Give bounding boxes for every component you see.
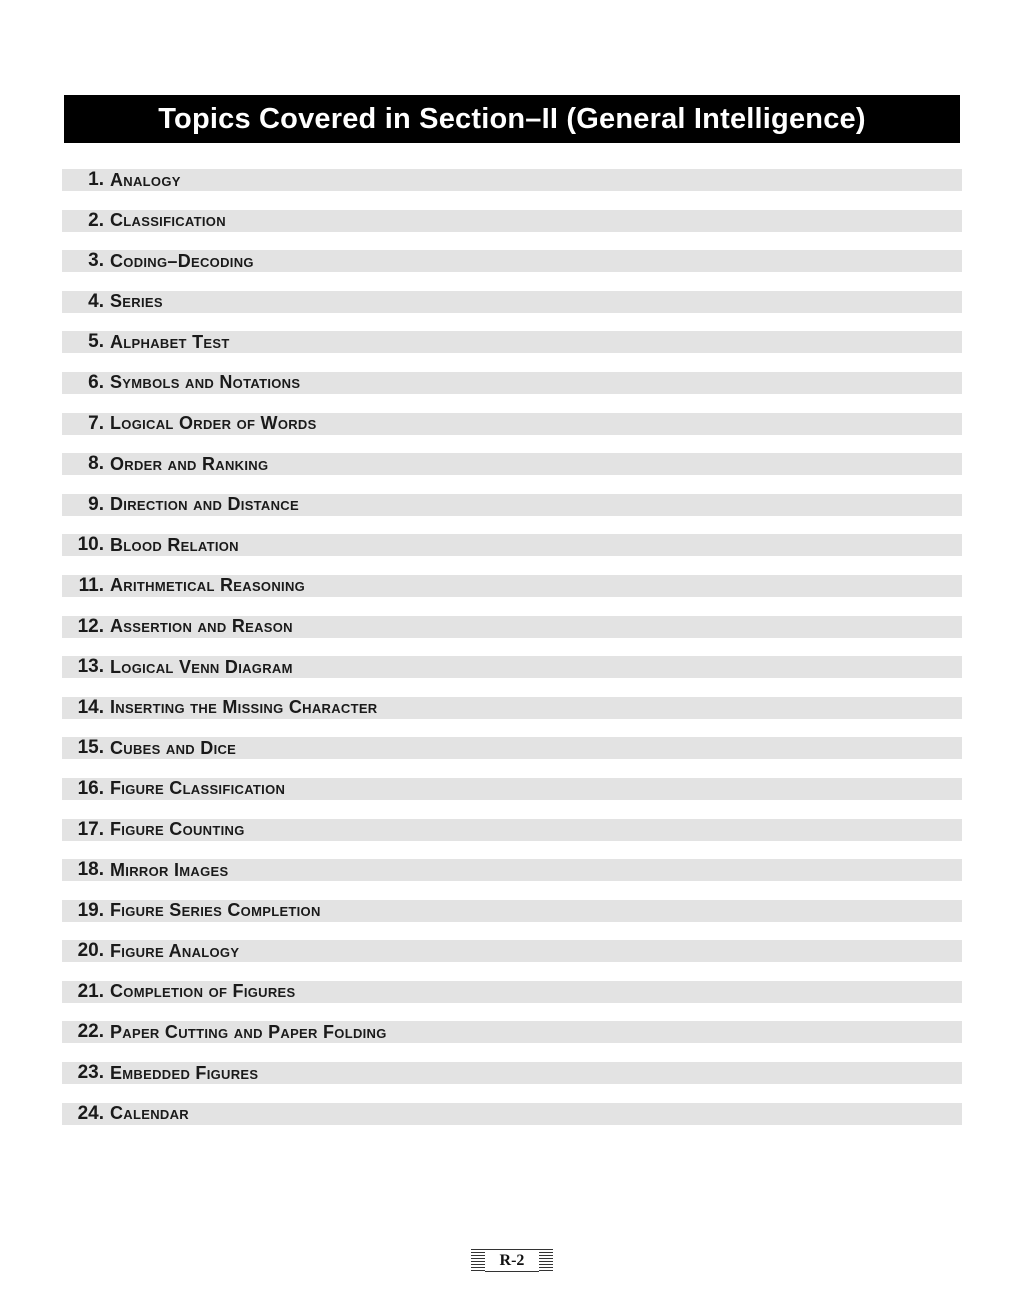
topic-label: Series (110, 291, 163, 312)
topic-number: 15. (77, 737, 104, 759)
topic-list (62, 169, 962, 1143)
left-stripe-ornament (471, 1249, 485, 1272)
topic-row (62, 656, 962, 678)
topic-number: 9. (88, 493, 104, 515)
topic-row (62, 494, 962, 516)
topic-row (62, 778, 962, 800)
topic-number: 7. (88, 412, 104, 434)
topic-number: 22. (77, 1021, 104, 1043)
topic-row (62, 534, 962, 556)
topic-label: Logical Order of Words (110, 413, 317, 434)
topic-label: Direction and Distance (110, 494, 299, 515)
topic-row (62, 291, 962, 313)
topic-label: Figure Counting (110, 819, 245, 839)
page-number-box (471, 1249, 553, 1272)
topic-number: 12. (77, 615, 104, 637)
topic-label: Cubes and Dice (110, 737, 237, 758)
topic-row (62, 616, 962, 638)
topic-row (62, 981, 962, 1003)
topic-number: 6. (88, 371, 104, 393)
topic-row (62, 331, 962, 353)
topic-number: 16. (77, 777, 104, 799)
topic-label: Classification (110, 210, 226, 231)
section-title-bar (64, 95, 960, 143)
topic-label: Figure Classification (110, 778, 286, 799)
page-number: R-2 (499, 1251, 525, 1269)
topic-number: 5. (88, 331, 104, 353)
topic-row (62, 819, 962, 841)
topic-label: Assertion and Reason (110, 616, 293, 637)
topic-number: 19. (77, 899, 104, 921)
topic-label: Figure Analogy (110, 940, 240, 961)
section-title: Topics Covered in Section–II (General Intelligence) (158, 102, 866, 135)
topic-label: Order and Ranking (110, 453, 269, 474)
topic-number: 21. (77, 980, 104, 1002)
topic-label: Mirror Images (110, 859, 229, 880)
topic-row (62, 372, 962, 394)
topic-row (62, 1021, 962, 1043)
topic-label: Inserting the Missing Character (110, 697, 378, 718)
topic-label: Alphabet Test (110, 331, 230, 352)
topic-row (62, 250, 962, 272)
topic-row (62, 413, 962, 435)
right-stripe-ornament (539, 1249, 553, 1272)
topic-label: Coding–Decoding (110, 250, 254, 271)
topic-row (62, 575, 962, 597)
topic-label: Symbols and Notations (110, 372, 301, 393)
topic-number: 23. (77, 1062, 104, 1084)
topic-number: 20. (77, 940, 104, 962)
topic-label: Calendar (110, 1103, 189, 1124)
topic-number: 10. (77, 534, 104, 556)
page-number-frame (485, 1249, 539, 1272)
topic-row (62, 737, 962, 759)
topic-row (62, 859, 962, 881)
topic-label: Completion of Figures (110, 981, 296, 1002)
topic-label: Arithmetical Reasoning (110, 575, 306, 596)
topic-row (62, 1062, 962, 1084)
topic-label: Analogy (110, 169, 181, 190)
topic-row (62, 940, 962, 962)
topic-number: 13. (77, 656, 104, 678)
topic-label: Embedded Figures (110, 1062, 259, 1083)
topic-row (62, 453, 962, 475)
topic-label: Blood Relation (110, 534, 239, 555)
topic-number: 8. (88, 453, 104, 475)
topic-number: 11. (78, 574, 104, 596)
topic-row (62, 1103, 962, 1125)
topic-number: 14. (77, 696, 104, 718)
topic-label: Logical Venn Diagram (110, 656, 293, 677)
topic-row (62, 697, 962, 719)
topic-number: 3. (88, 250, 104, 272)
topic-label: Figure Series Completion (110, 900, 321, 921)
topic-number: 18. (77, 859, 104, 881)
topic-number: 2. (88, 209, 104, 231)
topic-row (62, 169, 962, 191)
topic-row (62, 900, 962, 922)
topic-number: 24. (77, 1102, 104, 1124)
topic-number: 17. (77, 818, 104, 840)
topic-row (62, 210, 962, 232)
topic-number: 1. (88, 169, 104, 190)
topic-label: Paper Cutting and Paper Folding (110, 1021, 387, 1042)
topic-number: 4. (88, 290, 104, 312)
